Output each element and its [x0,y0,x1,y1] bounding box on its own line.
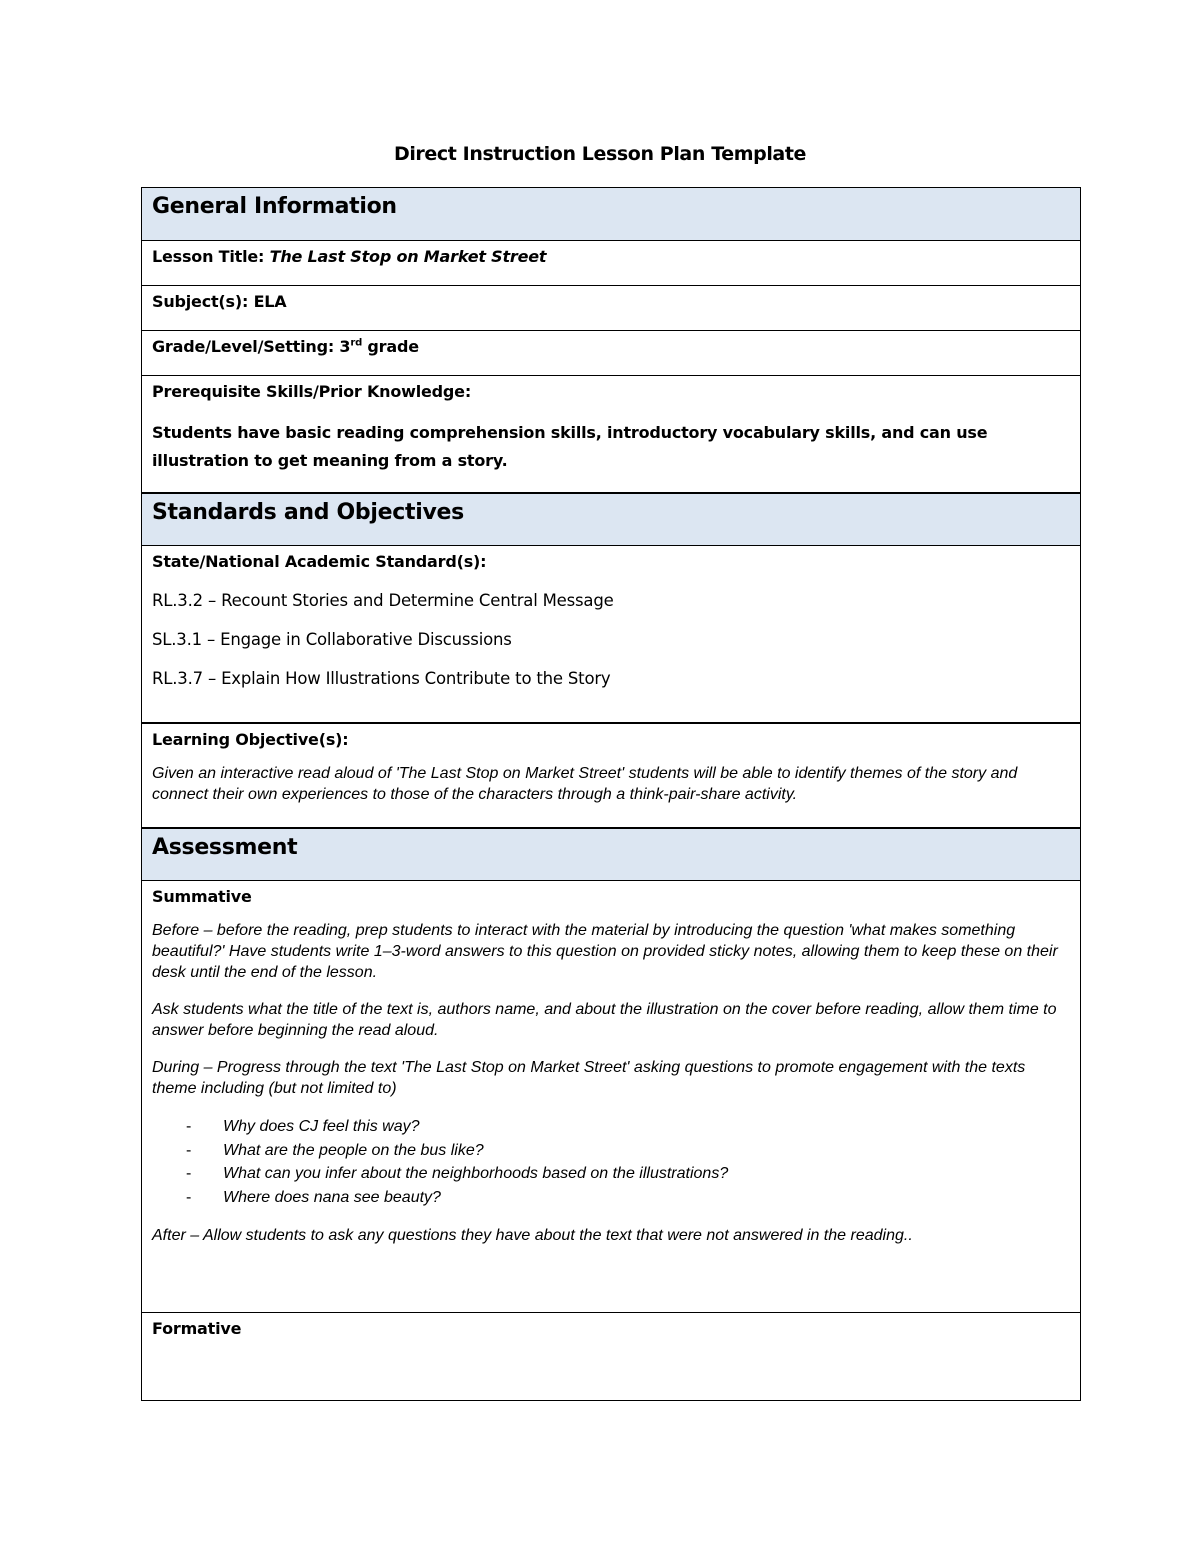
question-text: What are the people on the bus like? [223,1141,484,1159]
prereq-text: Students have basic reading comprehension skills, introductory vocabulary skills, and can use illustration to get meaning from a story. [152,423,988,470]
during-text: During – Progress through the text 'The Last Stop on Market Street' asking questions to promote engagement with the texts theme including (but not limited to) [152,1059,1026,1097]
list-item [152,1186,1070,1210]
standards-label: State/National Academic Standard(s): [152,552,487,571]
assessment-header [142,828,1081,881]
question-text: What can you infer about the neighborhoods based on the illustrations? [223,1165,729,1182]
section-heading-assessment: Assessment [142,828,1081,881]
standard-item: RL.3.2 – Recount Stories and Determine Central Message [152,591,614,610]
standard-item: RL.3.7 – Explain How Illustrations Contribute to the Story [152,669,611,688]
question-text: Why does CJ feel this way? [223,1118,420,1135]
bullet-dash: - [186,1141,192,1159]
subject-value: ELA [253,292,287,311]
formative-field [142,1313,1081,1401]
section-heading-standards: Standards and Objectives [142,493,1081,546]
list-item [152,1115,1070,1139]
bullet-dash: - [186,1118,192,1135]
list-item [152,1162,1070,1186]
lesson-title-field [142,241,1081,286]
lesson-plan-table [141,187,1081,1401]
standards-header [142,493,1081,546]
standard-item: SL.3.1 – Engage in Collaborative Discussions [152,630,512,649]
objective-label: Learning Objective(s): [152,729,349,749]
subject-field [142,286,1081,331]
bullet-dash: - [186,1165,192,1182]
bullet-dash: - [186,1188,192,1206]
section-heading-general: General Information [142,188,1081,241]
grade-number: 3 [339,337,351,356]
grade-field [142,331,1081,376]
prereq-field [142,376,1081,493]
ask-text: Ask students what the title of the text is, authors name, and about the illustration on the cover before reading, allow them time to answer before beginning the read aloud. [152,1001,1057,1039]
summative-field [142,881,1081,1313]
after-text: After – Allow students to ask any questions they have about the text that were not answered in the reading.. [152,1227,913,1244]
grade-label: Grade/Level/Setting: [152,337,335,356]
grade-rest: grade [367,337,419,356]
before-text: Before – before the reading, prep students to interact with the material by introducing the question 'what makes something beautiful?' Have students write 1–3-word answers to this question on provided sticky notes, allowing them to keep these on their desk until the end of the lesson. [152,922,1058,981]
subject-label: Subject(s): [152,292,249,311]
lesson-title-label: Lesson Title: [152,247,265,266]
objective-text: Given an interactive read aloud of 'The Last Stop on Market Street' students will be able to identify themes of the story and connect their own experiences to those of the characters through a think-pair-share activity. [152,764,1018,803]
prereq-label: Prerequisite Skills/Prior Knowledge: [152,382,472,401]
general-info-header [142,188,1081,241]
lesson-title-value: The Last Stop on Market Street [269,247,547,266]
standards-field [142,546,1081,723]
page-title: Direct Instruction Lesson Plan Template [393,143,807,165]
grade-superscript: rd [350,337,363,349]
formative-label: Formative [152,1319,242,1338]
question-list [152,1115,1070,1209]
list-item [152,1139,1070,1163]
summative-label: Summative [152,887,252,906]
objective-field [142,723,1081,828]
question-text: Where does nana see beauty? [223,1188,441,1206]
